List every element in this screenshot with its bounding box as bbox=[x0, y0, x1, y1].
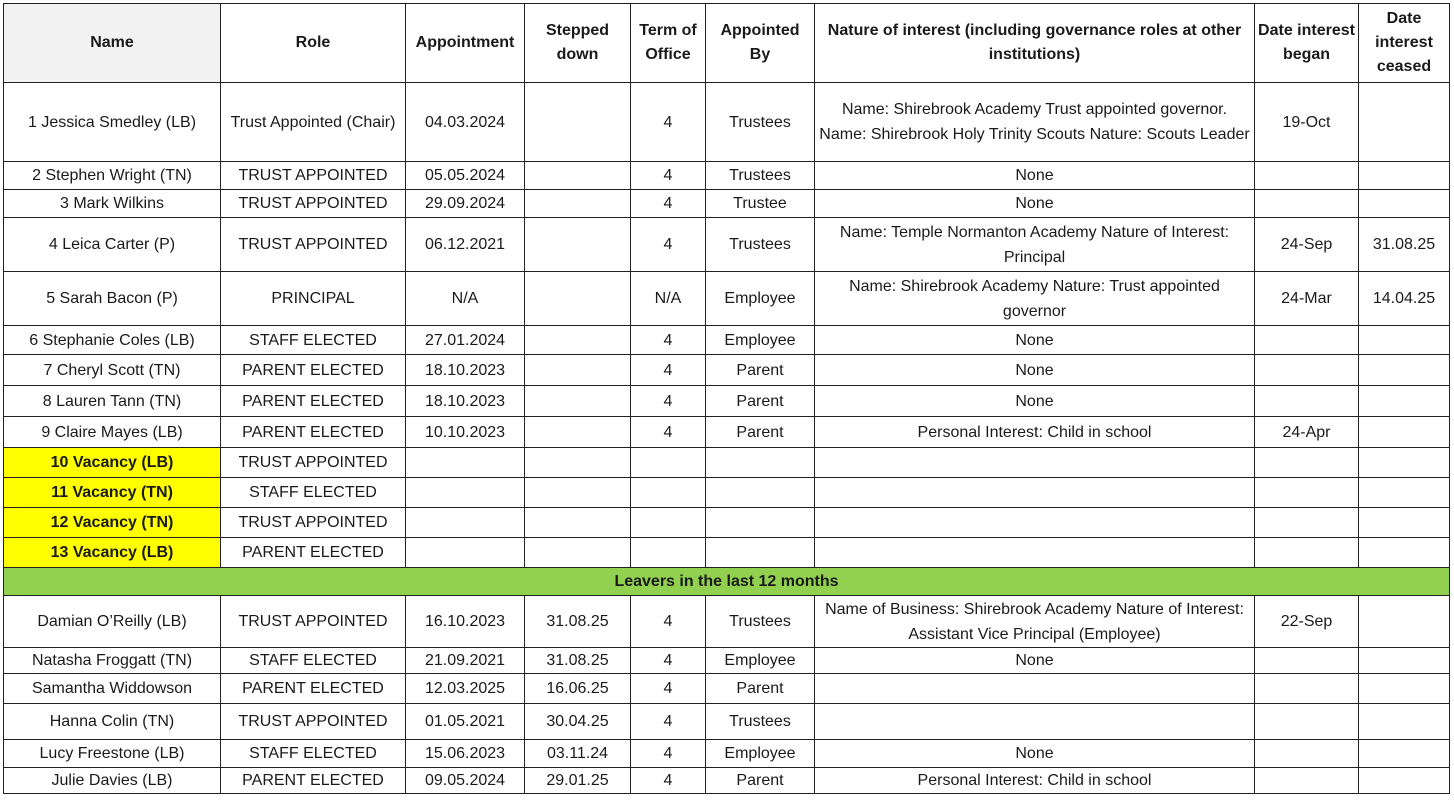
cell-nature-of-interest[interactable]: None bbox=[815, 162, 1255, 190]
governors-register-table bbox=[3, 3, 1450, 794]
cell-date-interest-ceased[interactable] bbox=[1359, 478, 1450, 508]
cell-nature-of-interest[interactable] bbox=[815, 508, 1255, 538]
cell-date-interest-ceased[interactable]: 14.04.25 bbox=[1359, 272, 1450, 326]
cell-appointment[interactable]: 15.06.2023 bbox=[406, 740, 525, 768]
cell-date-interest-ceased[interactable] bbox=[1359, 162, 1450, 190]
cell-nature-of-interest[interactable] bbox=[815, 538, 1255, 568]
cell-term-of-office[interactable]: 4 bbox=[631, 596, 706, 648]
cell-stepped-down[interactable] bbox=[525, 417, 631, 448]
cell-stepped-down[interactable] bbox=[525, 448, 631, 478]
cell-date-interest-began[interactable]: 19-Oct bbox=[1255, 83, 1359, 162]
header-appointment[interactable]: Appointment bbox=[406, 4, 525, 83]
cell-date-interest-ceased[interactable] bbox=[1359, 674, 1450, 704]
table-row bbox=[4, 417, 1450, 448]
cell-name[interactable]: Julie Davies (LB) bbox=[4, 768, 221, 794]
cell-role[interactable]: PARENT ELECTED bbox=[221, 386, 406, 417]
cell-appointment[interactable]: 06.12.2021 bbox=[406, 218, 525, 272]
cell-appointment[interactable]: 16.10.2023 bbox=[406, 596, 525, 648]
vacancy-row bbox=[4, 478, 1450, 508]
cell-appointed-by[interactable] bbox=[706, 448, 815, 478]
cell-term-of-office[interactable] bbox=[631, 448, 706, 478]
cell-nature-of-interest[interactable] bbox=[815, 448, 1255, 478]
cell-appointed-by[interactable]: Trustees bbox=[706, 162, 815, 190]
cell-term-of-office[interactable]: N/A bbox=[631, 272, 706, 326]
cell-role[interactable]: PARENT ELECTED bbox=[221, 417, 406, 448]
cell-nature-of-interest[interactable]: None bbox=[815, 648, 1255, 674]
cell-name[interactable]: 6 Stephanie Coles (LB) bbox=[4, 326, 221, 355]
cell-date-interest-ceased[interactable] bbox=[1359, 190, 1450, 218]
cell-nature-of-interest[interactable]: None bbox=[815, 355, 1255, 386]
cell-term-of-office[interactable]: 4 bbox=[631, 326, 706, 355]
cell-date-interest-began[interactable] bbox=[1255, 355, 1359, 386]
table-row bbox=[4, 218, 1450, 272]
cell-name[interactable]: Damian O’Reilly (LB) bbox=[4, 596, 221, 648]
header-date-interest-ceased[interactable]: Date interest ceased bbox=[1359, 4, 1450, 83]
cell-nature-of-interest[interactable]: Personal Interest: Child in school bbox=[815, 417, 1255, 448]
cell-date-interest-began[interactable] bbox=[1255, 538, 1359, 568]
cell-date-interest-began[interactable] bbox=[1255, 674, 1359, 704]
cell-appointed-by[interactable]: Trustees bbox=[706, 83, 815, 162]
cell-date-interest-ceased[interactable] bbox=[1359, 448, 1450, 478]
cell-appointed-by[interactable]: Parent bbox=[706, 355, 815, 386]
cell-date-interest-ceased[interactable] bbox=[1359, 704, 1450, 740]
cell-stepped-down[interactable] bbox=[525, 83, 631, 162]
cell-stepped-down[interactable]: 30.04.25 bbox=[525, 704, 631, 740]
cell-nature-of-interest[interactable]: Name of Business: Shirebrook Academy Nature of Interest: Assistant Vice Principal (Employee) bbox=[815, 596, 1255, 648]
vacancy-row bbox=[4, 538, 1450, 568]
cell-nature-of-interest[interactable]: Name: Temple Normanton Academy Nature of Interest: Principal bbox=[815, 218, 1255, 272]
cell-appointed-by[interactable]: Parent bbox=[706, 417, 815, 448]
cell-appointed-by[interactable]: Employee bbox=[706, 740, 815, 768]
cell-stepped-down[interactable]: 29.01.25 bbox=[525, 768, 631, 794]
table-row bbox=[4, 272, 1450, 326]
leaver-row bbox=[4, 704, 1450, 740]
header-nature-of-interest[interactable]: Nature of interest (including governance roles at other institutions) bbox=[815, 4, 1255, 83]
cell-name[interactable]: 9 Claire Mayes (LB) bbox=[4, 417, 221, 448]
cell-date-interest-ceased[interactable] bbox=[1359, 355, 1450, 386]
header-row bbox=[4, 4, 1450, 83]
cell-term-of-office[interactable]: 4 bbox=[631, 648, 706, 674]
cell-date-interest-began[interactable] bbox=[1255, 326, 1359, 355]
cell-date-interest-ceased[interactable] bbox=[1359, 596, 1450, 648]
cell-name[interactable]: 8 Lauren Tann (TN) bbox=[4, 386, 221, 417]
cell-stepped-down[interactable] bbox=[525, 478, 631, 508]
cell-date-interest-began[interactable]: 22-Sep bbox=[1255, 596, 1359, 648]
cell-appointment[interactable]: 27.01.2024 bbox=[406, 326, 525, 355]
cell-name[interactable]: Samantha Widdowson bbox=[4, 674, 221, 704]
cell-stepped-down[interactable] bbox=[525, 272, 631, 326]
cell-date-interest-began[interactable] bbox=[1255, 162, 1359, 190]
table-body bbox=[4, 83, 1450, 794]
cell-appointment[interactable]: N/A bbox=[406, 272, 525, 326]
cell-date-interest-began[interactable] bbox=[1255, 768, 1359, 794]
cell-role[interactable]: TRUST APPOINTED bbox=[221, 704, 406, 740]
cell-appointed-by[interactable]: Trustees bbox=[706, 596, 815, 648]
cell-role[interactable]: TRUST APPOINTED bbox=[221, 448, 406, 478]
cell-date-interest-ceased[interactable] bbox=[1359, 648, 1450, 674]
cell-nature-of-interest[interactable]: None bbox=[815, 190, 1255, 218]
cell-term-of-office[interactable] bbox=[631, 508, 706, 538]
cell-nature-of-interest[interactable] bbox=[815, 674, 1255, 704]
cell-appointment[interactable]: 12.03.2025 bbox=[406, 674, 525, 704]
cell-term-of-office[interactable]: 4 bbox=[631, 218, 706, 272]
cell-stepped-down[interactable] bbox=[525, 162, 631, 190]
table-row bbox=[4, 355, 1450, 386]
cell-role[interactable]: PARENT ELECTED bbox=[221, 538, 406, 568]
cell-term-of-office[interactable]: 4 bbox=[631, 162, 706, 190]
leaver-row bbox=[4, 768, 1450, 794]
cell-date-interest-began[interactable] bbox=[1255, 648, 1359, 674]
vacancy-row bbox=[4, 448, 1450, 478]
cell-appointed-by[interactable] bbox=[706, 478, 815, 508]
cell-appointed-by[interactable]: Parent bbox=[706, 386, 815, 417]
cell-stepped-down[interactable]: 03.11.24 bbox=[525, 740, 631, 768]
cell-date-interest-began[interactable]: 24-Sep bbox=[1255, 218, 1359, 272]
cell-term-of-office[interactable]: 4 bbox=[631, 674, 706, 704]
cell-term-of-office[interactable]: 4 bbox=[631, 83, 706, 162]
cell-appointed-by[interactable]: Employee bbox=[706, 648, 815, 674]
cell-nature-of-interest[interactable]: Personal Interest: Child in school bbox=[815, 768, 1255, 794]
table-row bbox=[4, 162, 1450, 190]
cell-term-of-office[interactable]: 4 bbox=[631, 768, 706, 794]
leaver-row bbox=[4, 740, 1450, 768]
cell-appointment[interactable]: 05.05.2024 bbox=[406, 162, 525, 190]
cell-vacancy-name[interactable]: 11 Vacancy (TN) bbox=[4, 478, 221, 508]
leaver-row bbox=[4, 596, 1450, 648]
cell-name[interactable]: 2 Stephen Wright (TN) bbox=[4, 162, 221, 190]
cell-stepped-down[interactable]: 31.08.25 bbox=[525, 648, 631, 674]
cell-appointment[interactable]: 21.09.2021 bbox=[406, 648, 525, 674]
cell-role[interactable]: PARENT ELECTED bbox=[221, 355, 406, 386]
cell-nature-of-interest[interactable] bbox=[815, 704, 1255, 740]
cell-appointment[interactable] bbox=[406, 508, 525, 538]
cell-date-interest-began[interactable] bbox=[1255, 190, 1359, 218]
cell-appointment[interactable]: 04.03.2024 bbox=[406, 83, 525, 162]
cell-term-of-office[interactable]: 4 bbox=[631, 740, 706, 768]
cell-name[interactable]: 4 Leica Carter (P) bbox=[4, 218, 221, 272]
cell-term-of-office[interactable]: 4 bbox=[631, 355, 706, 386]
cell-appointed-by[interactable] bbox=[706, 538, 815, 568]
cell-appointment[interactable]: 18.10.2023 bbox=[406, 355, 525, 386]
cell-name[interactable]: 1 Jessica Smedley (LB) bbox=[4, 83, 221, 162]
cell-vacancy-name[interactable]: 10 Vacancy (LB) bbox=[4, 448, 221, 478]
cell-role[interactable]: TRUST APPOINTED bbox=[221, 162, 406, 190]
header-date-interest-began[interactable]: Date interest began bbox=[1255, 4, 1359, 83]
cell-stepped-down[interactable] bbox=[525, 218, 631, 272]
cell-role[interactable]: TRUST APPOINTED bbox=[221, 596, 406, 648]
cell-term-of-office[interactable]: 4 bbox=[631, 386, 706, 417]
cell-date-interest-ceased[interactable] bbox=[1359, 417, 1450, 448]
cell-date-interest-ceased[interactable] bbox=[1359, 83, 1450, 162]
cell-stepped-down[interactable]: 31.08.25 bbox=[525, 596, 631, 648]
cell-stepped-down[interactable] bbox=[525, 190, 631, 218]
cell-date-interest-began[interactable] bbox=[1255, 478, 1359, 508]
cell-date-interest-ceased[interactable] bbox=[1359, 508, 1450, 538]
cell-name[interactable]: Hanna Colin (TN) bbox=[4, 704, 221, 740]
cell-date-interest-ceased[interactable] bbox=[1359, 386, 1450, 417]
cell-vacancy-name[interactable]: 13 Vacancy (LB) bbox=[4, 538, 221, 568]
cell-name[interactable]: 3 Mark Wilkins bbox=[4, 190, 221, 218]
cell-appointed-by[interactable] bbox=[706, 508, 815, 538]
cell-stepped-down[interactable] bbox=[525, 538, 631, 568]
cell-appointed-by[interactable]: Trustees bbox=[706, 704, 815, 740]
table-row bbox=[4, 190, 1450, 218]
cell-term-of-office[interactable]: 4 bbox=[631, 417, 706, 448]
cell-stepped-down[interactable] bbox=[525, 508, 631, 538]
cell-term-of-office[interactable] bbox=[631, 538, 706, 568]
cell-appointed-by[interactable]: Trustees bbox=[706, 218, 815, 272]
cell-appointed-by[interactable]: Employee bbox=[706, 326, 815, 355]
cell-appointment[interactable]: 18.10.2023 bbox=[406, 386, 525, 417]
cell-date-interest-ceased[interactable] bbox=[1359, 740, 1450, 768]
cell-date-interest-ceased[interactable]: 31.08.25 bbox=[1359, 218, 1450, 272]
cell-date-interest-began[interactable]: 24-Apr bbox=[1255, 417, 1359, 448]
cell-role[interactable]: STAFF ELECTED bbox=[221, 648, 406, 674]
cell-term-of-office[interactable] bbox=[631, 478, 706, 508]
header-stepped-down[interactable]: Stepped down bbox=[525, 4, 631, 83]
cell-nature-of-interest[interactable]: None bbox=[815, 386, 1255, 417]
cell-date-interest-began[interactable] bbox=[1255, 386, 1359, 417]
cell-role[interactable]: TRUST APPOINTED bbox=[221, 218, 406, 272]
leaver-row bbox=[4, 674, 1450, 704]
cell-date-interest-began[interactable] bbox=[1255, 704, 1359, 740]
cell-appointment[interactable] bbox=[406, 538, 525, 568]
header-role[interactable]: Role bbox=[221, 4, 406, 83]
table-row bbox=[4, 386, 1450, 417]
cell-role[interactable]: TRUST APPOINTED bbox=[221, 508, 406, 538]
cell-appointment[interactable] bbox=[406, 448, 525, 478]
cell-date-interest-ceased[interactable] bbox=[1359, 538, 1450, 568]
cell-role[interactable]: TRUST APPOINTED bbox=[221, 190, 406, 218]
cell-term-of-office[interactable]: 4 bbox=[631, 704, 706, 740]
cell-nature-of-interest[interactable] bbox=[815, 478, 1255, 508]
cell-role[interactable]: STAFF ELECTED bbox=[221, 740, 406, 768]
cell-stepped-down[interactable] bbox=[525, 326, 631, 355]
table-row bbox=[4, 326, 1450, 355]
cell-stepped-down[interactable] bbox=[525, 386, 631, 417]
header-name[interactable]: Name bbox=[4, 4, 221, 83]
cell-appointment[interactable]: 29.09.2024 bbox=[406, 190, 525, 218]
cell-term-of-office[interactable]: 4 bbox=[631, 190, 706, 218]
cell-appointment[interactable]: 10.10.2023 bbox=[406, 417, 525, 448]
cell-nature-of-interest[interactable]: Name: Shirebrook Academy Nature: Trust appointed governor bbox=[815, 272, 1255, 326]
cell-appointed-by[interactable]: Trustee bbox=[706, 190, 815, 218]
cell-date-interest-began[interactable] bbox=[1255, 448, 1359, 478]
cell-date-interest-began[interactable]: 24-Mar bbox=[1255, 272, 1359, 326]
cell-date-interest-began[interactable] bbox=[1255, 508, 1359, 538]
cell-stepped-down[interactable]: 16.06.25 bbox=[525, 674, 631, 704]
leaver-row bbox=[4, 648, 1450, 674]
cell-name[interactable]: 5 Sarah Bacon (P) bbox=[4, 272, 221, 326]
leavers-section-heading: Leavers in the last 12 months bbox=[4, 568, 1450, 596]
cell-role[interactable]: PRINCIPAL bbox=[221, 272, 406, 326]
cell-stepped-down[interactable] bbox=[525, 355, 631, 386]
cell-role[interactable]: PARENT ELECTED bbox=[221, 768, 406, 794]
cell-date-interest-ceased[interactable] bbox=[1359, 768, 1450, 794]
cell-appointed-by[interactable]: Employee bbox=[706, 272, 815, 326]
cell-name[interactable]: Natasha Froggatt (TN) bbox=[4, 648, 221, 674]
vacancy-row bbox=[4, 508, 1450, 538]
cell-appointment[interactable] bbox=[406, 478, 525, 508]
cell-vacancy-name[interactable]: 12 Vacancy (TN) bbox=[4, 508, 221, 538]
cell-role[interactable]: STAFF ELECTED bbox=[221, 478, 406, 508]
cell-nature-of-interest[interactable]: None bbox=[815, 740, 1255, 768]
cell-date-interest-ceased[interactable] bbox=[1359, 326, 1450, 355]
cell-role[interactable]: Trust Appointed (Chair) bbox=[221, 83, 406, 162]
cell-nature-of-interest[interactable]: Name: Shirebrook Academy Trust appointed governor. Name: Shirebrook Holy Trinity Scouts Nature: Scouts Leader bbox=[815, 83, 1255, 162]
cell-date-interest-began[interactable] bbox=[1255, 740, 1359, 768]
cell-appointment[interactable]: 01.05.2021 bbox=[406, 704, 525, 740]
table-row bbox=[4, 83, 1450, 162]
cell-role[interactable]: STAFF ELECTED bbox=[221, 326, 406, 355]
cell-role[interactable]: PARENT ELECTED bbox=[221, 674, 406, 704]
leavers-section-row bbox=[4, 568, 1450, 596]
cell-name[interactable]: 7 Cheryl Scott (TN) bbox=[4, 355, 221, 386]
cell-nature-of-interest[interactable]: None bbox=[815, 326, 1255, 355]
cell-name[interactable]: Lucy Freestone (LB) bbox=[4, 740, 221, 768]
cell-appointed-by[interactable]: Parent bbox=[706, 674, 815, 704]
cell-appointment[interactable]: 09.05.2024 bbox=[406, 768, 525, 794]
cell-appointed-by[interactable]: Parent bbox=[706, 768, 815, 794]
header-appointed-by[interactable]: Appointed By bbox=[706, 4, 815, 83]
header-term-of-office[interactable]: Term of Office bbox=[631, 4, 706, 83]
